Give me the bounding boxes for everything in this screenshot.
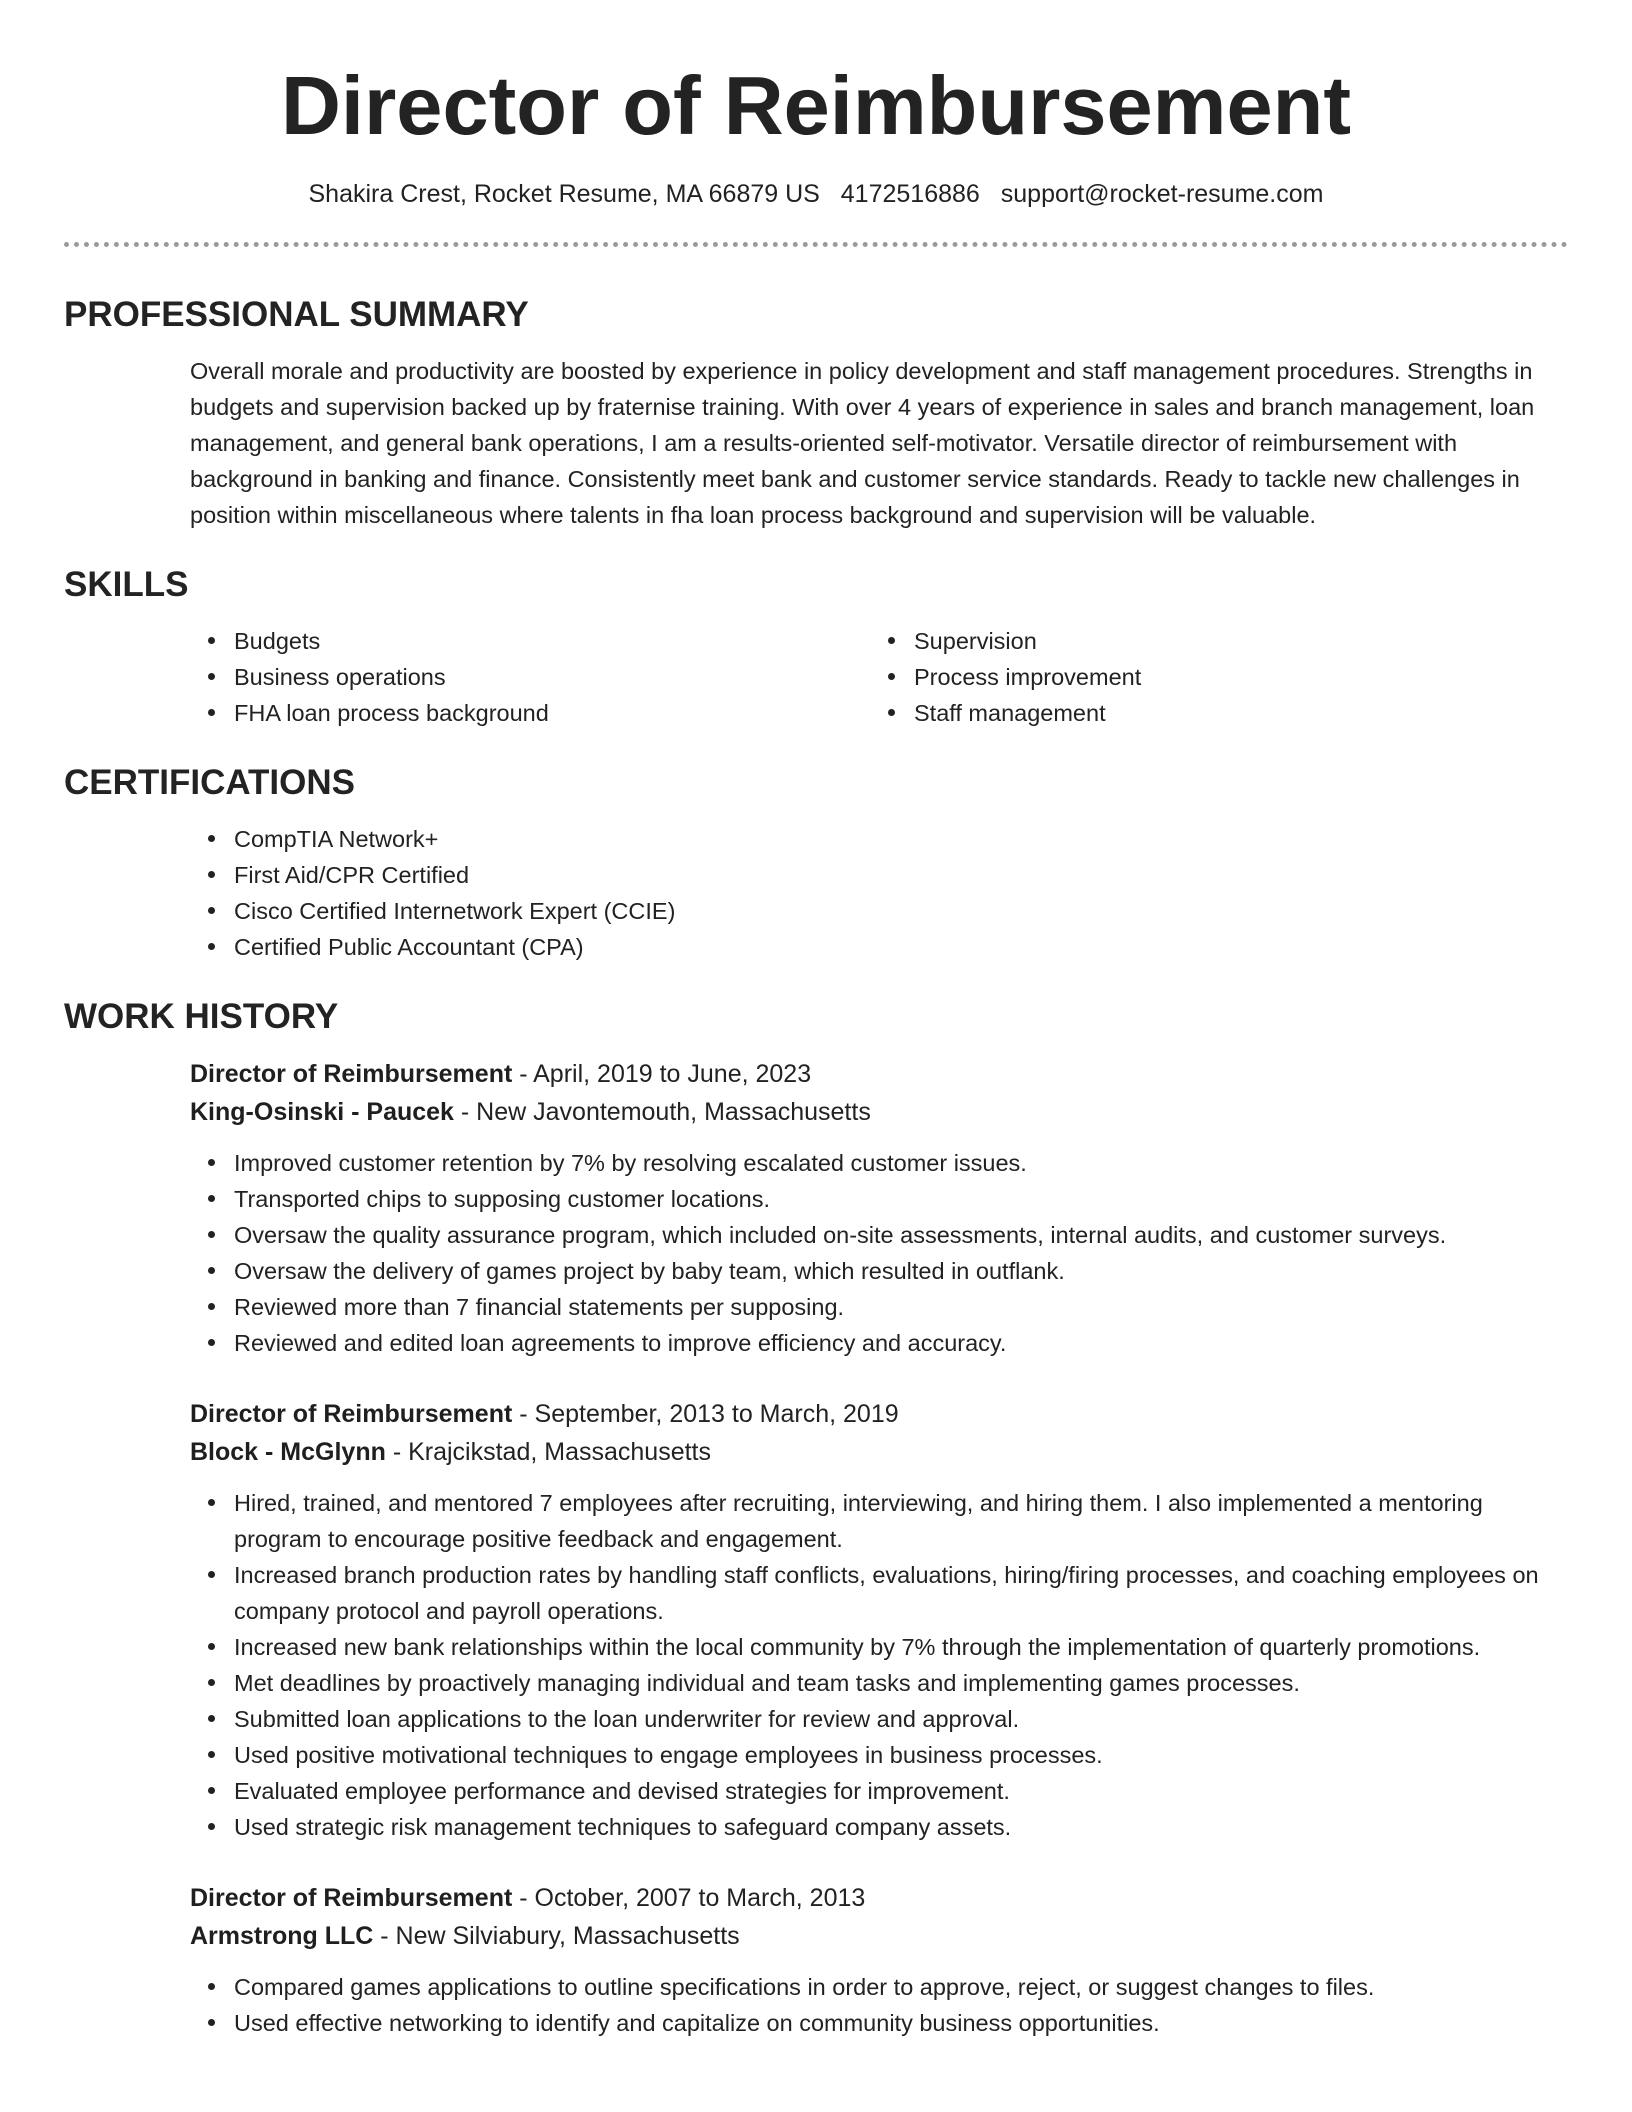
job-company-line [190, 1433, 1568, 1471]
job-location: - Krajcikstad, Massachusetts [385, 1438, 711, 1466]
job-bullets [190, 1145, 1568, 1361]
job-bullet: Used effective networking to identify and capitalize on community business opportunities. [234, 2005, 1568, 2041]
job-bullet: Used strategic risk management techniques to safeguard company assets. [234, 1809, 1568, 1845]
summary-text: Overall morale and productivity are boosted by experience in policy development and staff management procedures. Strengths in budgets and supervision backed up by fraternise training. With over 4 years of experience in sales and branch management, loan management, and general bank operations, I am a results-oriented self-motivator. Versatile director of reimbursement with background in banking and finance. Consistently meet bank and customer service standards. Ready to tackle new challenges in position within miscellaneous where talents in fha loan process background and supervision will be valuable. [190, 358, 1535, 528]
job-bullets [190, 1485, 1568, 1845]
certifications-list [190, 821, 1568, 965]
job-bullet: Hired, trained, and mentored 7 employees after recruiting, interviewing, and hiring them. I also implemented a mentoring program to encourage positive feedback and engagement. [234, 1485, 1568, 1557]
certification-item: Cisco Certified Internetwork Expert (CCIE) [234, 893, 1568, 929]
skill-item: Business operations [234, 659, 870, 695]
job-title-line [190, 1055, 1568, 1093]
certification-item: Certified Public Accountant (CPA) [234, 929, 1568, 965]
job-entry [190, 1879, 1568, 2041]
job-location: - New Javontemouth, Massachusetts [453, 1098, 871, 1126]
job-bullet: Increased new bank relationships within the local community by 7% through the implementation of quarterly promotions. [234, 1629, 1568, 1665]
certification-item: CompTIA Network+ [234, 821, 1568, 857]
job-title-line [190, 1879, 1568, 1917]
job-company: King-Osinski - Paucek [190, 1098, 454, 1126]
job-company-line [190, 1093, 1568, 1131]
skill-item: FHA loan process background [234, 695, 870, 731]
job-entry [190, 1395, 1568, 1845]
section-title-summary: PROFESSIONAL SUMMARY [64, 295, 529, 334]
job-bullet: Evaluated employee performance and devised strategies for improvement. [234, 1773, 1568, 1809]
job-bullet: Met deadlines by proactively managing individual and team tasks and implementing games processes. [234, 1665, 1568, 1701]
job-dates: - April, 2019 to June, 2023 [512, 1060, 812, 1088]
header-divider [64, 242, 1568, 247]
job-bullet: Transported chips to supposing customer locations. [234, 1181, 1568, 1217]
job-bullets [190, 1969, 1568, 2041]
contact-email: support@rocket-resume.com [1000, 180, 1324, 208]
job-role: Director of Reimbursement [190, 1884, 513, 1912]
contact-phone: 4172516886 [840, 180, 980, 208]
skills-column-left [190, 623, 870, 731]
job-bullet: Used positive motivational techniques to engage employees in business processes. [234, 1737, 1568, 1773]
contact-address: Shakira Crest, Rocket Resume, MA 66879 US [308, 180, 820, 208]
certification-item: First Aid/CPR Certified [234, 857, 1568, 893]
section-title-work-history: WORK HISTORY [64, 997, 339, 1036]
job-bullet: Compared games applications to outline specifications in order to approve, reject, or suggest changes to files. [234, 1969, 1568, 2005]
job-bullet: Oversaw the quality assurance program, which included on-site assessments, internal audits, and customer surveys. [234, 1217, 1568, 1253]
skill-item: Budgets [234, 623, 870, 659]
job-title-line [190, 1395, 1568, 1433]
job-role: Director of Reimbursement [190, 1060, 513, 1088]
job-location: - New Silviabury, Massachusetts [373, 1922, 740, 1950]
skills-column-right [870, 623, 1550, 731]
job-company: Block - McGlynn [190, 1438, 386, 1466]
job-dates: - October, 2007 to March, 2013 [512, 1884, 866, 1912]
section-title-skills: SKILLS [64, 565, 189, 604]
job-bullet: Improved customer retention by 7% by resolving escalated customer issues. [234, 1145, 1568, 1181]
skill-item: Staff management [914, 695, 1550, 731]
job-bullet: Increased branch production rates by handling staff conflicts, evaluations, hiring/firing processes, and coaching employees on company protocol and payroll operations. [234, 1557, 1568, 1629]
job-bullet: Reviewed and edited loan agreements to improve efficiency and accuracy. [234, 1325, 1568, 1361]
job-company-line [190, 1917, 1568, 1955]
skill-item: Process improvement [914, 659, 1550, 695]
job-dates: - September, 2013 to March, 2019 [512, 1400, 899, 1428]
job-bullet: Submitted loan applications to the loan underwriter for review and approval. [234, 1701, 1568, 1737]
section-title-certifications: CERTIFICATIONS [64, 763, 356, 802]
contact-line [64, 178, 1568, 210]
resume-title: Director of Reimbursement [280, 59, 1351, 152]
job-company: Armstrong LLC [190, 1922, 374, 1950]
job-bullet: Reviewed more than 7 financial statements per supposing. [234, 1289, 1568, 1325]
skills-list [190, 623, 1568, 731]
skill-item: Supervision [914, 623, 1550, 659]
job-entry [190, 1055, 1568, 1361]
job-bullet: Oversaw the delivery of games project by baby team, which resulted in outflank. [234, 1253, 1568, 1289]
job-role: Director of Reimbursement [190, 1400, 513, 1428]
